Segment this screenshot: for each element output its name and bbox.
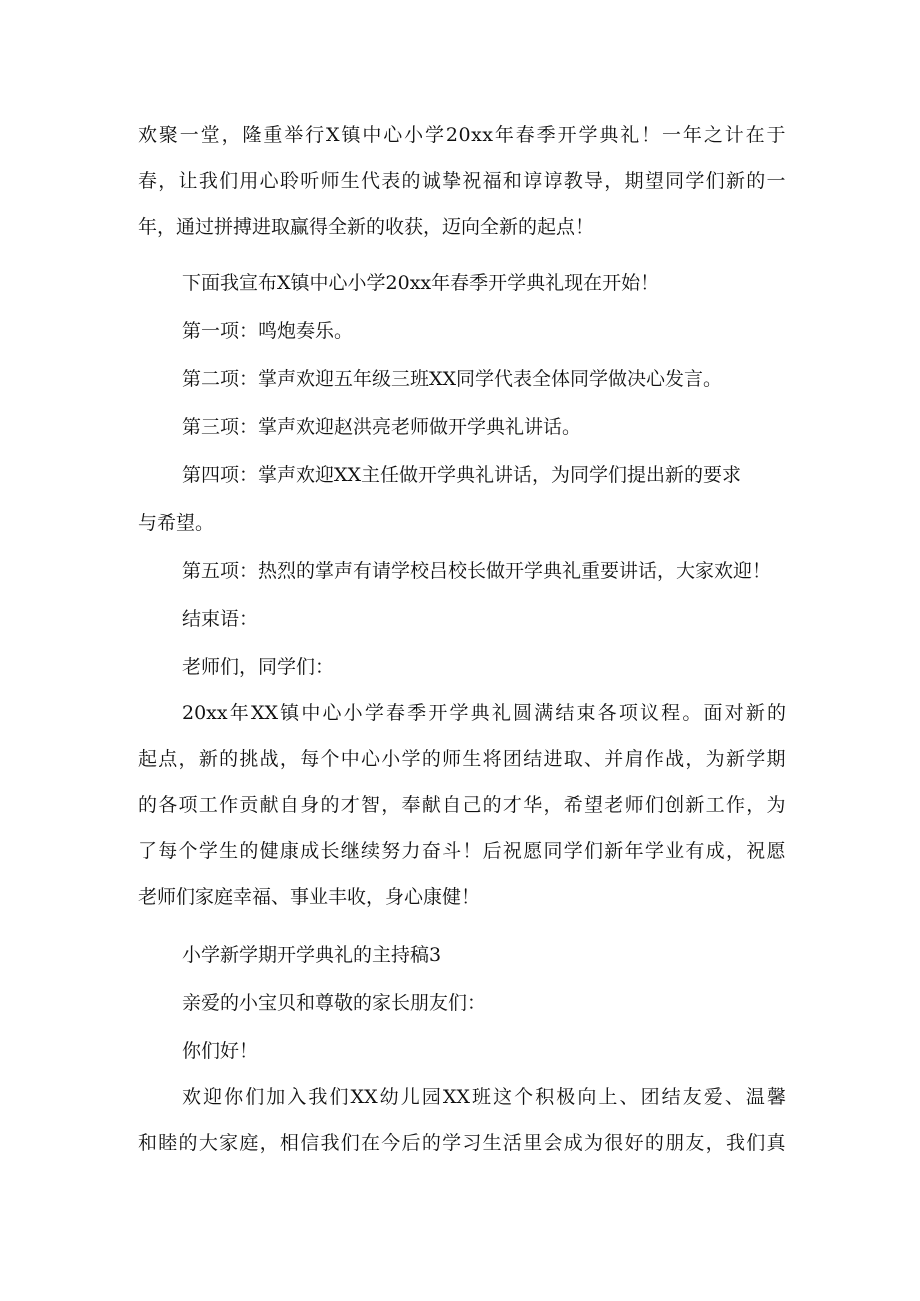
text-line: 年，通过拼搏进取赢得全新的收获，迈向全新的起点！ (138, 216, 595, 238)
text-line: 的各项工作贡献自身的才智，奉献自己的才华，希望老师们创新工作，为 (138, 794, 786, 816)
text-line: 和睦的大家庭，相信我们在今后的学习生活里会成为很好的朋友，我们真 (138, 1132, 786, 1154)
text-line: 第三项：掌声欢迎赵洪亮老师做开学典礼讲话。 (182, 416, 582, 438)
text-line: 亲爱的小宝贝和尊敬的家长朋友们： (182, 992, 487, 1014)
text-line: 了每个学生的健康成长继续努力奋斗！后祝愿同学们新年学业有成，祝愿 (138, 840, 786, 862)
text-line: 起点，新的挑战，每个中心小学的师生将团结进取、并肩作战，为新学期 (138, 748, 786, 770)
text-line: 你们好！ (182, 1040, 259, 1062)
text-line: 与希望。 (138, 512, 215, 534)
text-line: 老师们，同学们： (182, 656, 335, 678)
text-line: 第四项：掌声欢迎XX主任做开学典礼讲话，为同学们提出新的要求 (182, 464, 742, 486)
text-line: 第二项：掌声欢迎五年级三班XX同学代表全体同学做决心发言。 (182, 368, 723, 390)
text-line: 第一项：鸣炮奏乐。 (182, 320, 354, 342)
text-line: 老师们家庭幸福、事业丰收，身心康健！ (138, 886, 481, 908)
text-line: 第五项：热烈的掌声有请学校吕校长做开学典礼重要讲话，大家欢迎！ (182, 560, 772, 582)
text-line: 欢聚一堂，隆重举行X镇中心小学20xx年春季开学典礼！一年之计在于 (138, 124, 786, 146)
text-line: 下面我宣布X镇中心小学20xx年春季开学典礼现在开始！ (182, 272, 660, 294)
text-line: 20xx年XX镇中心小学春季开学典礼圆满结束各项议程。面对新的 (182, 702, 786, 724)
text-line: 欢迎你们加入我们XX幼儿园XX班这个积极向上、团结友爱、温馨 (182, 1086, 786, 1108)
section-heading: 小学新学期开学典礼的主持稿3 (182, 944, 442, 966)
text-line: 春，让我们用心聆听师生代表的诚挚祝福和谆谆教导，期望同学们新的一 (138, 170, 786, 192)
text-line: 结束语： (182, 608, 259, 630)
